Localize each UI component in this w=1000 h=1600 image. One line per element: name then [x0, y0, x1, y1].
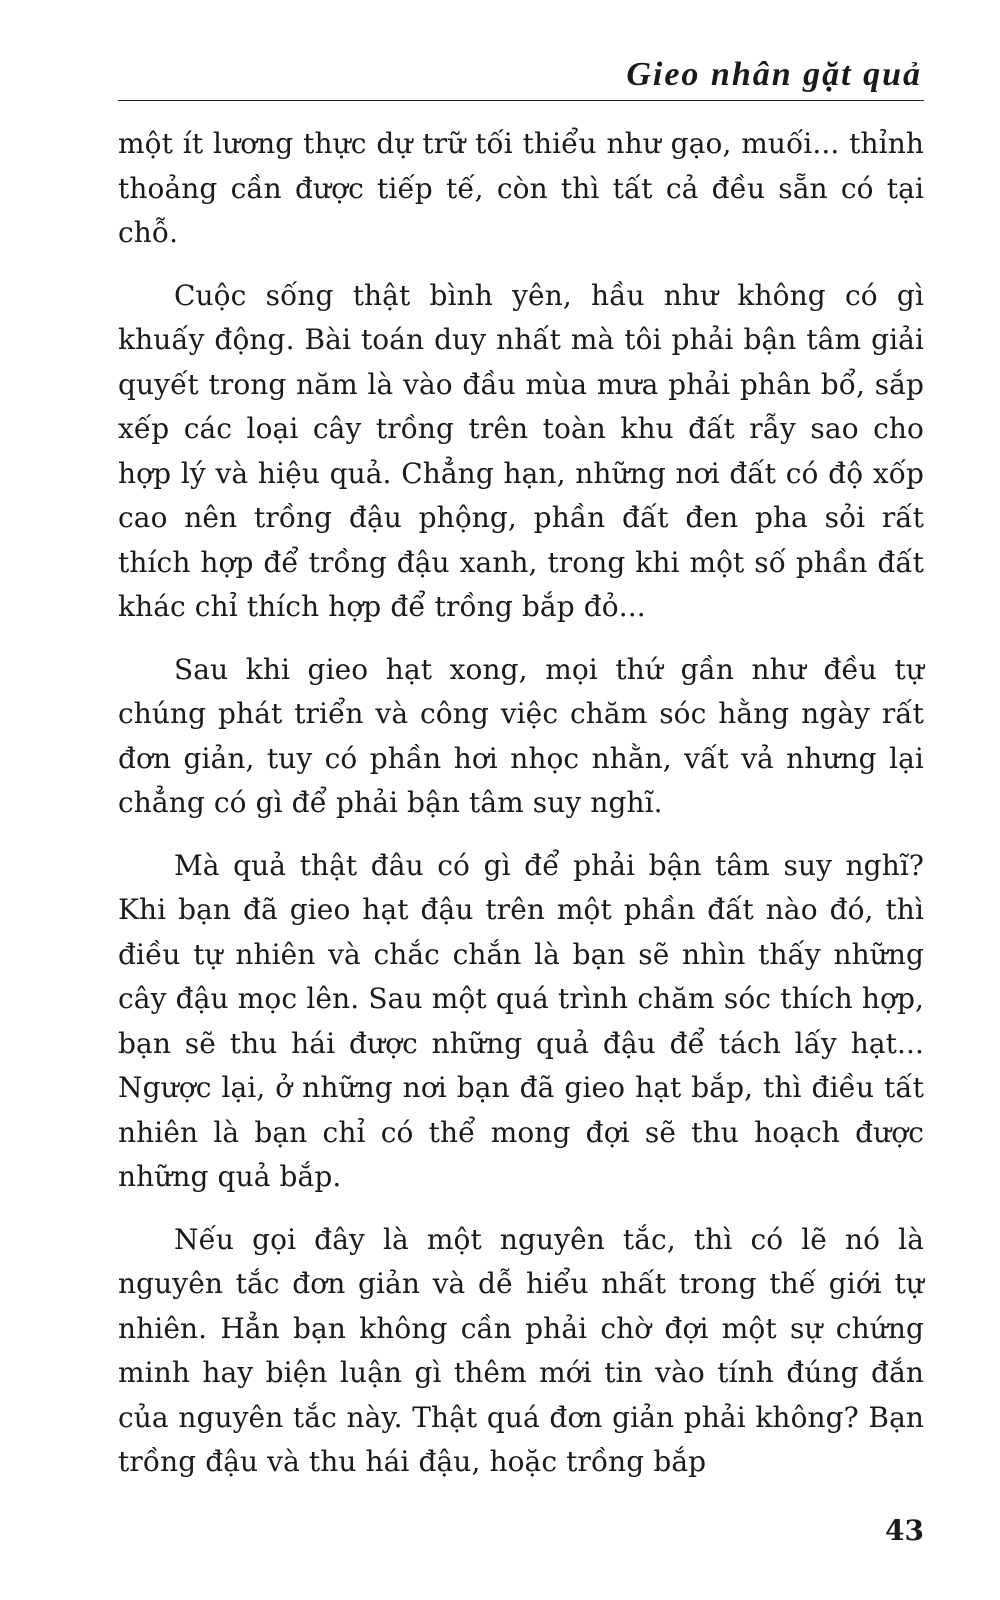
- running-header: [118, 56, 924, 101]
- paragraph: Sau khi gieo hạt xong, mọi thứ gần như đều tự chúng phát triển và công việc chăm sóc hằng ngày rất đơn giản, tuy có phần hơi nhọc nhằn, vất vả nhưng lại chẳng có gì để phải bận tâm suy nghĩ.: [118, 652, 924, 819]
- running-title: Gieo nhân gặt quả: [626, 56, 922, 93]
- paragraph: Nếu gọi đây là một nguyên tắc, thì có lẽ nó là nguyên tắc đơn giản và dễ hiểu nhất trong thế giới tự nhiên. Hẳn bạn không cần phải chờ đợi một sự chứng minh hay biện luận gì thêm mới tin vào tính đúng đắn của nguyên tắc này. Thật quá đơn giản phải không? Bạn trồng đậu và thu hái đậu, hoặc trồng bắp: [118, 1222, 924, 1478]
- page-number: 43: [885, 1514, 924, 1547]
- paragraph: Mà quả thật đâu có gì để phải bận tâm suy nghĩ? Khi bạn đã gieo hạt đậu trên một phần đất nào đó, thì điều tự nhiên và chắc chắn là bạn sẽ nhìn thấy những cây đậu mọc lên. Sau một quá trình chăm sóc thích hợp, bạn sẽ thu hái được những quả đậu để tách lấy hạt... Ngược lại, ở những nơi bạn đã gieo hạt bắp, thì điều tất nhiên là bạn chỉ có thể mong đợi sẽ thu hoạch được những quả bắp.: [118, 848, 924, 1193]
- paragraph: Cuộc sống thật bình yên, hầu như không có gì khuấy động. Bài toán duy nhất mà tôi phải bận tâm giải quyết trong năm là vào đầu mùa mưa phải phân bổ, sắp xếp các loại cây trồng trên toàn khu đất rẫy sao cho hợp lý và hiệu quả. Chẳng hạn, những nơi đất có độ xốp cao nên trồng đậu phộng, phần đất đen pha sỏi rất thích hợp để trồng đậu xanh, trong khi một số phần đất khác chỉ thích hợp để trồng bắp đỏ...: [118, 278, 924, 623]
- body-text: [118, 122, 924, 1503]
- paragraph: một ít lương thực dự trữ tối thiểu như gạo, muối... thỉnh thoảng cần được tiếp tế, còn thì tất cả đều sẵn có tại chỗ.: [118, 127, 924, 249]
